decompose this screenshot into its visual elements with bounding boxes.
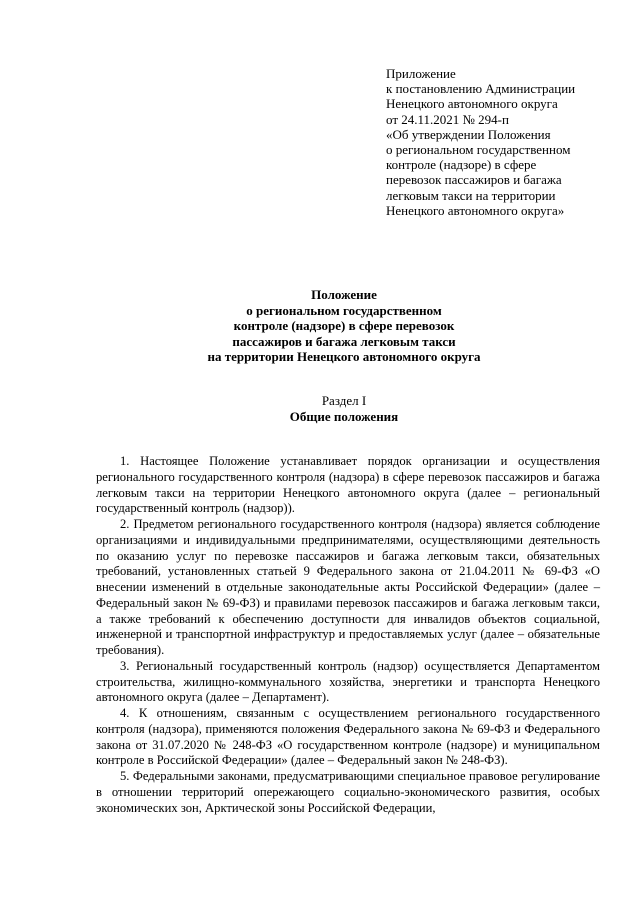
paragraph-4: 4. К отношениям, связанным с осуществлением регионального государственного контроля (надзора), применяются положения Федерального закона № 69-ФЗ и Федерального закона от 31.07.2020 № 248-ФЗ «О государственном контроле (надзоре) и муниципальном контроле в Российской Федерации» (далее – Федеральный закон № 248-ФЗ).: [96, 706, 600, 768]
appendix-line: легковым такси на территории: [386, 187, 556, 203]
appendix-line: «Об утверждении Положения: [386, 126, 551, 142]
title-line: контроле (надзоре) в сфере перевозок: [233, 318, 455, 333]
appendix-line: о региональном государственном: [386, 142, 571, 158]
title-line: о региональном государственном: [246, 302, 442, 318]
document-title: [96, 287, 592, 365]
appendix-line: контроле (надзоре) в сфере: [386, 157, 537, 173]
appendix-block: [386, 66, 626, 218]
appendix-line: Ненецкого автономного округа»: [386, 202, 565, 218]
appendix-line: к постановлению Администрации: [386, 81, 576, 97]
title-line: на территории Ненецкого автономного округа: [207, 349, 481, 364]
section-header: [96, 393, 592, 425]
appendix-line: Ненецкого автономного округа: [386, 96, 558, 112]
document-body: [96, 454, 600, 816]
appendix-line: перевозок пассажиров и багажа: [386, 172, 562, 188]
section-number: Раздел I: [321, 393, 367, 408]
appendix-line: Приложение: [386, 66, 456, 81]
title-line: пассажиров и багажа легковым такси: [232, 333, 456, 349]
title-line: Положение: [311, 287, 377, 302]
section-heading: Общие положения: [289, 409, 399, 424]
appendix-line: от 24.11.2021 № 294-п: [386, 111, 509, 127]
paragraph-2: 2. Предметом регионального государственного контроля (надзора) является соблюдение организациями и индивидуальными предпринимателями, осуществляющими деятельность по оказанию услуг по перевозке пассажиров и багажа легковым такси, обязательных требований, установленных статьей 9 Федерального закона от 21.04.2011 № 69-ФЗ «О внесении изменений в отдельные законодательные акты Российской Федерации» (далее – Федеральный закон № 69-ФЗ) и правилами перевозок пассажиров и багажа легковым такси, а также требований к обеспечению доступности для инвалидов объектов социальной, инженерной и транспортной инфраструктур и предоставляемых услуг (далее – обязательные требования).: [96, 517, 600, 657]
paragraph-1: 1. Настоящее Положение устанавливает порядок организации и осуществления регионального государственного контроля (надзора) в сфере перевозок пассажиров и багажа легковым такси на территории Ненецкого автономного округа (далее – региональный государственный контроль (надзор)).: [96, 454, 600, 516]
paragraph-5: 5. Федеральными законами, предусматривающими специальное правовое регулирование в отношении территорий опережающего социально-экономического развития, особых экономических зон, Арктической зоны Российской Федерации,: [96, 769, 600, 815]
paragraph-3: 3. Региональный государственный контроль (надзор) осуществляется Департаментом строительства, жилищно-коммунального хозяйства, энергетики и транспорта Ненецкого автономного округа (далее – Департамент).: [96, 658, 600, 705]
